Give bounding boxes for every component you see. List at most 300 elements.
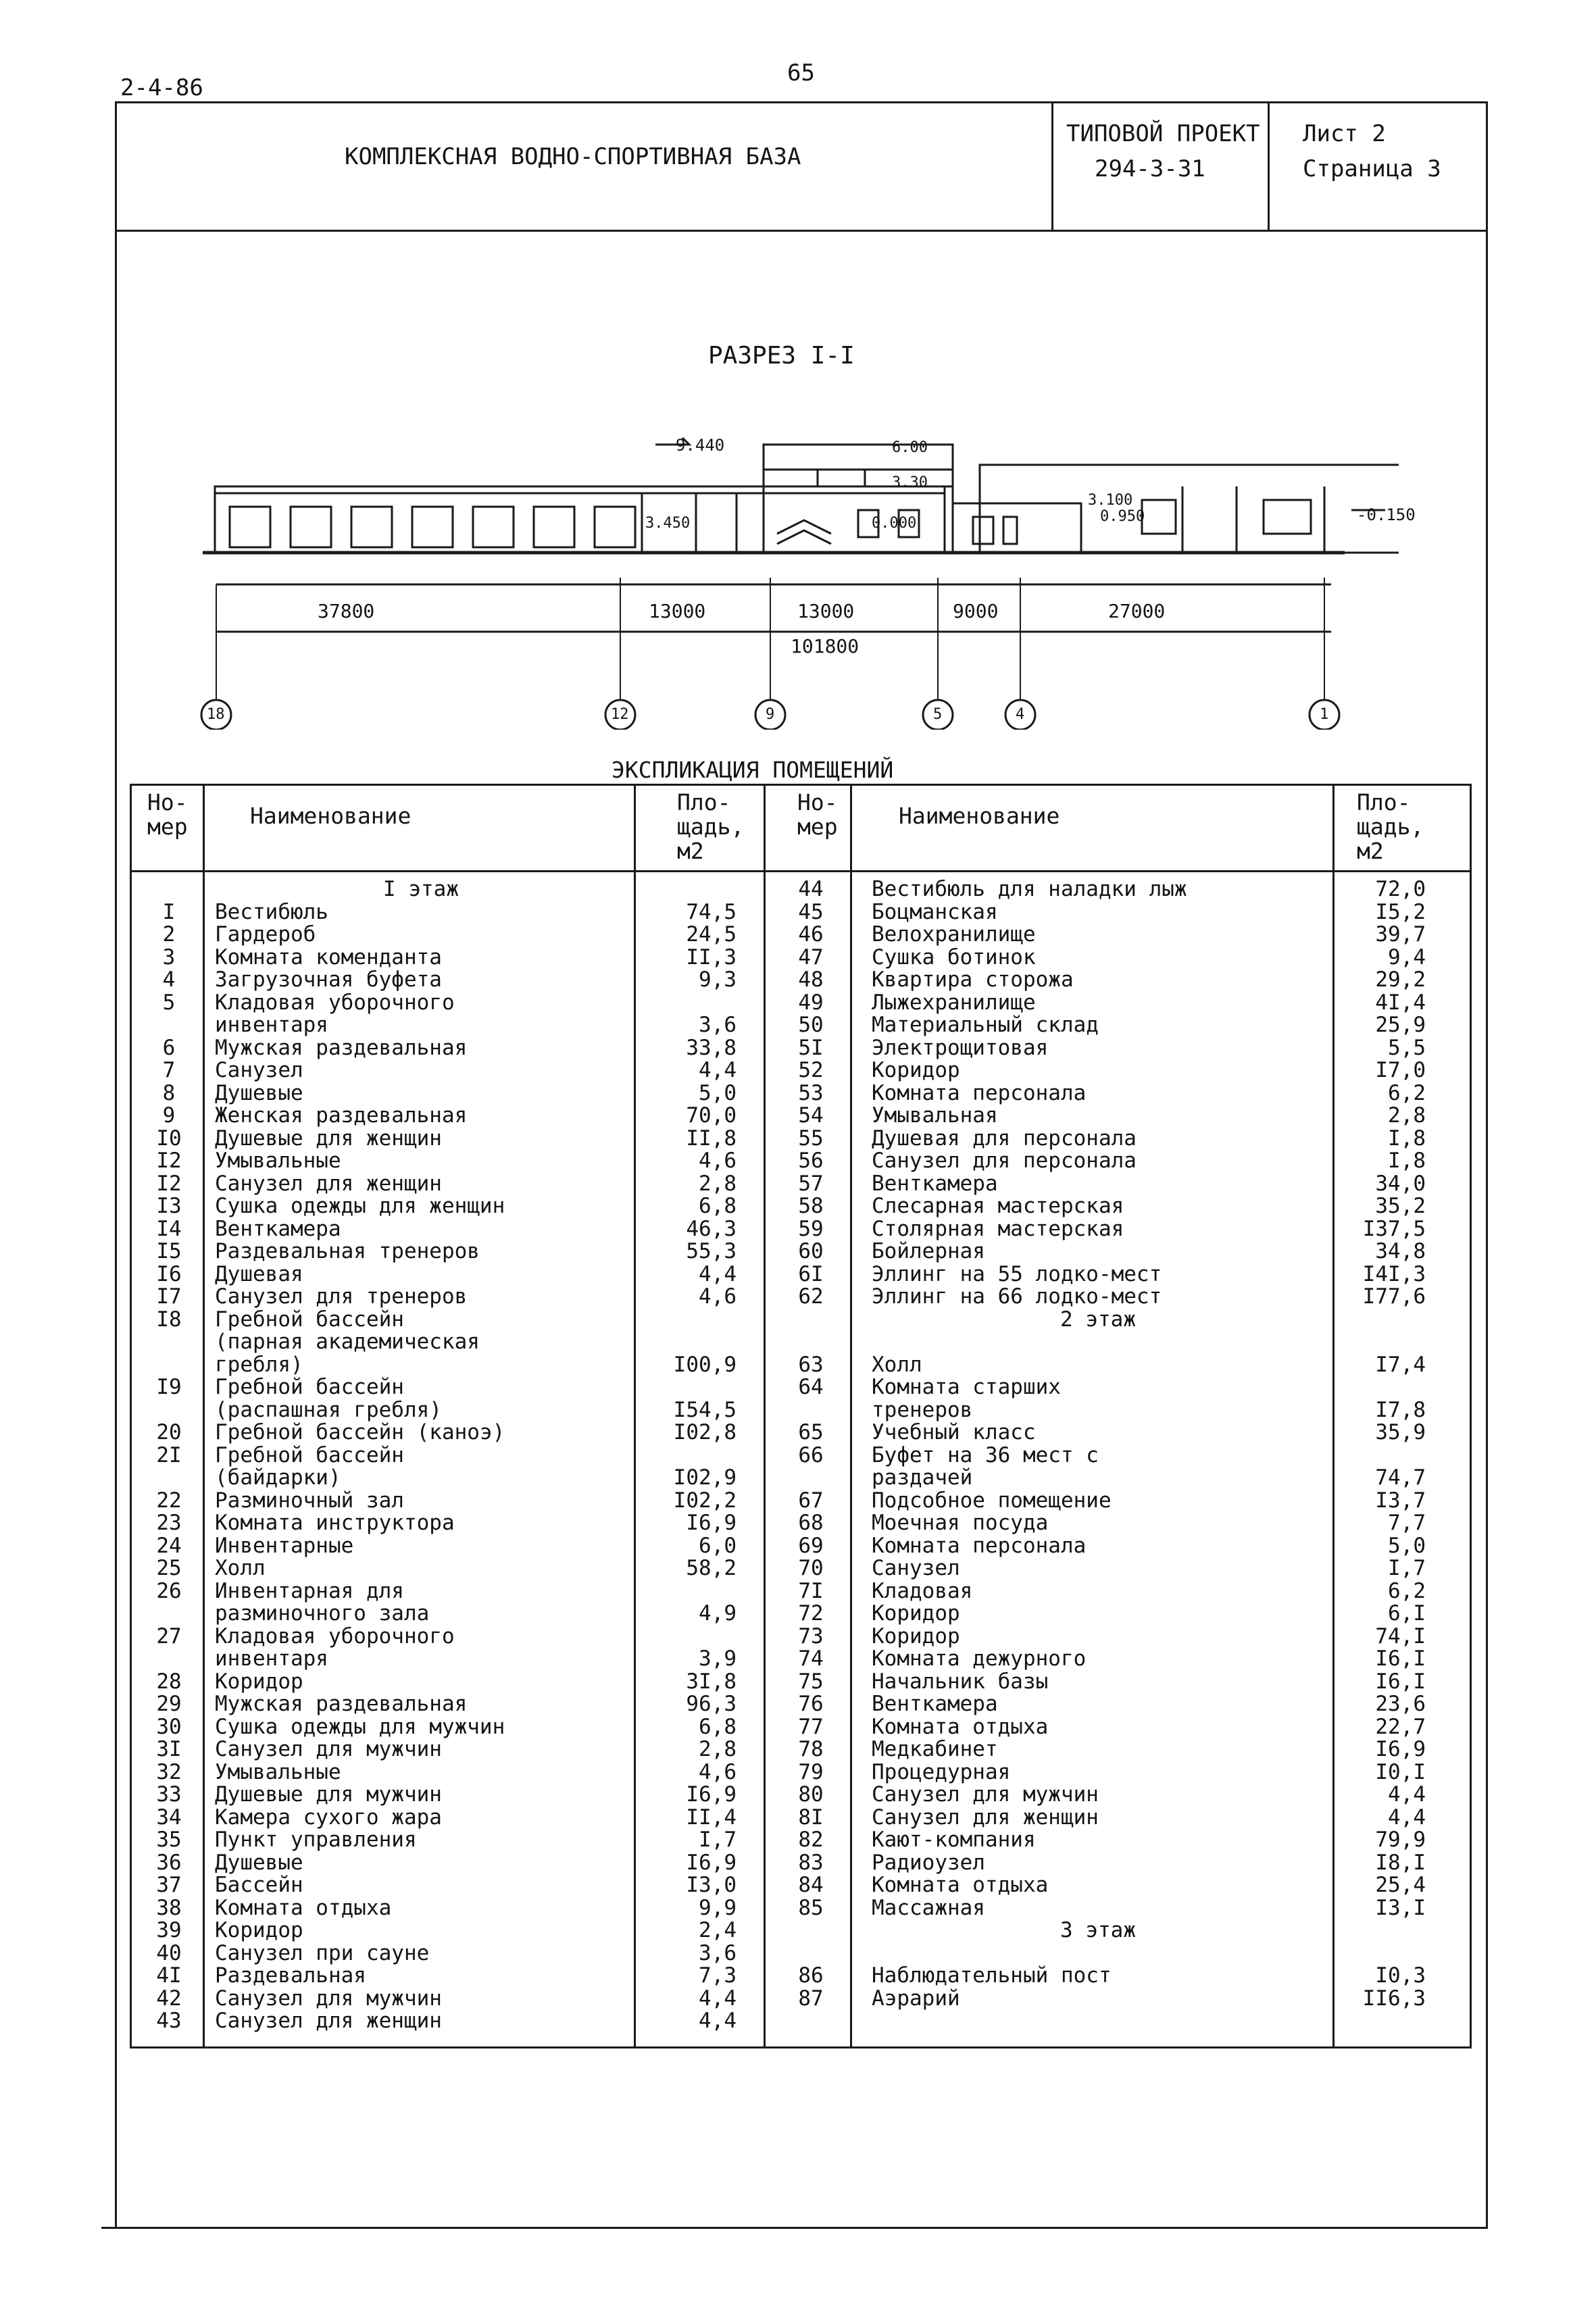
room-number: 2I: [156, 1442, 182, 1467]
room-number: 62: [798, 1284, 824, 1309]
room-number: 32: [156, 1759, 182, 1784]
level-center-floor: 0.000: [872, 515, 917, 532]
room-number: [142, 1603, 196, 1626]
room-number: 70: [798, 1556, 824, 1580]
section-title: РАЗРЕЗ I-I: [708, 342, 855, 370]
room-area: 4,6: [699, 1759, 737, 1784]
room-area: 3I,8: [686, 1669, 737, 1694]
room-number: 24: [156, 1533, 182, 1558]
room-area: 6,2: [1388, 1578, 1426, 1603]
room-name: Вестибюль для наладки лыж: [872, 877, 1187, 901]
room-number: I2: [156, 1149, 182, 1173]
room-area: 23,6: [1375, 1692, 1426, 1716]
room-area: 7,3: [699, 1963, 737, 1988]
room-area: [642, 1331, 737, 1354]
room-number: 57: [798, 1171, 824, 1196]
room-area: 3,9: [699, 1646, 737, 1671]
room-number: I4: [156, 1216, 182, 1241]
sheet-label: Лист 2: [1303, 120, 1386, 147]
room-area: II6,3: [1362, 1986, 1426, 2011]
room-name: Душевая для персонала: [872, 1126, 1137, 1151]
room-name: Комната старших: [872, 1375, 1061, 1399]
room-area: [642, 1626, 737, 1649]
room-area: II,8: [686, 1126, 737, 1151]
room-area: 4,4: [699, 2009, 737, 2033]
room-name: инвентаря: [215, 1646, 328, 1671]
table-title: ЭКСПЛИКАЦИЯ ПОМЕЩЕНИЙ: [612, 757, 894, 783]
dimension-5: 27000: [1108, 600, 1166, 622]
room-area: I,7: [699, 1828, 737, 1852]
room-number: 56: [798, 1149, 824, 1173]
room-name: Кладовая уборочного: [215, 1624, 455, 1649]
room-name: Санузел для тренеров: [215, 1284, 468, 1309]
room-number: I7: [156, 1284, 182, 1309]
room-area: 72,0: [1375, 877, 1426, 901]
room-area: I77,6: [1362, 1284, 1426, 1309]
col-num-header-right-line1: Но-: [797, 789, 838, 815]
room-area: 5,0: [1388, 1533, 1426, 1558]
room-name: Столярная мастерская: [872, 1216, 1124, 1241]
level-top: 9.440: [676, 436, 725, 455]
room-area: 3,6: [699, 1940, 737, 1965]
room-number: 84: [798, 1873, 824, 1897]
room-area: 4,6: [699, 1149, 737, 1173]
room-name: Кладовая: [872, 1578, 973, 1603]
room-area: 55,3: [686, 1239, 737, 1263]
room-area: I6,I: [1375, 1646, 1426, 1671]
room-number: [784, 1399, 838, 1422]
room-number: 4: [162, 967, 176, 992]
room-area: I5,2: [1375, 899, 1426, 924]
room-name: Санузел для женщин: [215, 2009, 442, 2033]
room-area: I02,9: [673, 1465, 737, 1490]
room-area: 22,7: [1375, 1714, 1426, 1739]
room-name: Санузел для женщин: [215, 1171, 442, 1196]
room-name: Подсобное помещение: [872, 1488, 1112, 1513]
room-name: Умывальная: [872, 1103, 998, 1128]
room-area: 4,4: [699, 1261, 737, 1286]
col-rule-1: [203, 784, 205, 2048]
room-name: Раздевальная: [215, 1963, 366, 1988]
dimension-4: 9000: [953, 600, 999, 622]
room-number: 86: [798, 1963, 824, 1988]
room-name: Эллинг на 55 лодко-мест: [872, 1261, 1162, 1286]
room-name: Начальник базы: [872, 1669, 1049, 1694]
room-number: [142, 1014, 196, 1037]
room-area: 74,5: [686, 899, 737, 924]
left-number-column: [142, 878, 196, 2033]
room-name: Кают-компания: [872, 1828, 1036, 1852]
room-name: (парная академическая: [215, 1330, 480, 1354]
room-number: 34: [156, 1805, 182, 1830]
room-name: Боцманская: [872, 899, 998, 924]
room-number: 60: [798, 1239, 824, 1263]
room-area: I0,3: [1375, 1963, 1426, 1988]
page-number: 65: [787, 59, 815, 86]
room-number: 54: [798, 1103, 824, 1128]
level-left-floor: 3.450: [645, 515, 691, 532]
room-number: 2: [162, 922, 176, 947]
col-num-header-line2: мер: [147, 813, 188, 840]
room-name: Учебный класс: [872, 1420, 1036, 1444]
room-area: [642, 1376, 737, 1399]
room-area: I6,I: [1375, 1669, 1426, 1694]
room-area: 24,5: [686, 922, 737, 947]
room-name: Пункт управления: [215, 1828, 417, 1852]
right-name-column: [872, 878, 1324, 2010]
room-name: Вестибюль: [215, 899, 328, 924]
room-area: I37,5: [1362, 1216, 1426, 1241]
room-number: [784, 1467, 838, 1490]
room-name: 3 этаж: [1060, 1918, 1136, 1942]
room-area: I0,I: [1375, 1759, 1426, 1784]
bottom-rule: [101, 2227, 1488, 2229]
room-name: Санузел: [215, 1058, 303, 1082]
room-area: 6,8: [699, 1714, 737, 1739]
room-name: тренеров: [872, 1397, 973, 1422]
room-name: инвентаря: [215, 1013, 328, 1037]
col-area-header-right-line3: м2: [1357, 838, 1384, 864]
room-area: [1338, 1331, 1426, 1354]
room-number: 6I: [798, 1261, 824, 1286]
room-name: Санузел для мужчин: [872, 1782, 1099, 1807]
room-number: 79: [798, 1759, 824, 1784]
room-area: I7,8: [1375, 1397, 1426, 1422]
room-number: 50: [798, 1013, 824, 1037]
room-area: [642, 1444, 737, 1467]
room-number: I9: [156, 1375, 182, 1399]
room-number: 38: [156, 1895, 182, 1920]
col-area-header-right-line1: Пло-: [1357, 789, 1411, 815]
room-area: 4,9: [699, 1601, 737, 1626]
room-name: Инвентарная для: [215, 1578, 404, 1603]
room-name: Холл: [872, 1352, 922, 1377]
room-number: 85: [798, 1895, 824, 1920]
room-name: Душевые: [215, 1850, 303, 1875]
room-number: 3I: [156, 1737, 182, 1761]
room-name: I этаж: [383, 877, 459, 901]
room-number: 72: [798, 1601, 824, 1626]
room-name: Сушка ботинок: [872, 945, 1036, 970]
room-name: Санузел для женщин: [872, 1805, 1099, 1830]
room-name: Венткамера: [215, 1216, 341, 1241]
room-area: [1338, 1309, 1426, 1332]
room-number: 47: [798, 945, 824, 970]
room-number: 6: [162, 1035, 176, 1060]
room-number: 35: [156, 1828, 182, 1852]
room-area: 4,4: [699, 1986, 737, 2011]
room-name: Слесарная мастерская: [872, 1194, 1124, 1218]
room-number: 63: [798, 1352, 824, 1377]
room-name: Венткамера: [872, 1171, 998, 1196]
room-number: 48: [798, 967, 824, 992]
room-number: 55: [798, 1126, 824, 1151]
room-name: Буфет на 36 мест с: [872, 1442, 1099, 1467]
room-number: [142, 878, 196, 901]
room-name: Гребной бассейн (каноэ): [215, 1420, 505, 1444]
room-area: I,7: [1388, 1556, 1426, 1580]
col-num-header-line1: Но-: [147, 789, 188, 815]
room-name: Женская раздевальная: [215, 1103, 468, 1128]
room-name: Мужская раздевальная: [215, 1692, 468, 1716]
room-area: [1338, 1376, 1426, 1399]
room-area: 39,7: [1375, 922, 1426, 947]
room-number: 80: [798, 1782, 824, 1807]
room-number: 52: [798, 1058, 824, 1082]
room-area: I6,9: [686, 1511, 737, 1535]
room-area: I6,9: [1375, 1737, 1426, 1761]
room-number: I6: [156, 1261, 182, 1286]
title-block-divider-2: [1268, 101, 1270, 231]
room-area: 70,0: [686, 1103, 737, 1128]
room-area: 6,0: [699, 1533, 737, 1558]
room-name: Коридор: [215, 1918, 303, 1942]
room-area: I02,2: [673, 1488, 737, 1513]
room-name: Комната персонала: [872, 1080, 1087, 1105]
room-name: Коридор: [215, 1669, 303, 1694]
room-name: Санузел для мужчин: [215, 1986, 442, 2011]
room-area: 74,7: [1375, 1465, 1426, 1490]
room-area: 9,3: [699, 967, 737, 992]
room-area: I6,9: [686, 1782, 737, 1807]
room-number: 59: [798, 1216, 824, 1241]
axis-18: 18: [207, 706, 225, 723]
room-area: 25,9: [1375, 1013, 1426, 1037]
axis-5: 5: [933, 706, 943, 723]
room-number: [142, 1467, 196, 1490]
room-area: 6,I: [1388, 1601, 1426, 1626]
level-right-low: 3.100: [1088, 492, 1133, 509]
title-block-bottom: [115, 230, 1488, 232]
room-number: [142, 1331, 196, 1354]
room-number: [142, 1648, 196, 1671]
room-area: I,8: [1388, 1149, 1426, 1173]
room-name: Инвентарные: [215, 1533, 354, 1558]
right-area-column: [1338, 878, 1426, 2010]
room-name: (распашная гребля): [215, 1397, 442, 1422]
right-number-column: [784, 878, 838, 2010]
room-area: I,8: [1388, 1126, 1426, 1151]
room-area: [1338, 1942, 1426, 1965]
room-area: 6,8: [699, 1194, 737, 1218]
room-name: Разминочный зал: [215, 1488, 404, 1513]
room-number: I3: [156, 1194, 182, 1218]
room-name: Комната коменданта: [215, 945, 442, 970]
room-area: I00,9: [673, 1352, 737, 1377]
col-area-header-line1: Пло-: [677, 789, 731, 815]
room-name: Наблюдательный пост: [872, 1963, 1112, 1988]
room-number: 45: [798, 899, 824, 924]
axis-4: 4: [1016, 706, 1025, 723]
col-rule-2: [634, 784, 636, 2048]
room-area: 35,9: [1375, 1420, 1426, 1444]
room-area: 3,6: [699, 1013, 737, 1037]
room-number: 5I: [798, 1035, 824, 1060]
room-number: 27: [156, 1624, 182, 1649]
room-name: Комната отдыха: [872, 1714, 1049, 1739]
room-area: 2,4: [699, 1918, 737, 1942]
room-name: (байдарки): [215, 1465, 341, 1490]
room-number: 69: [798, 1533, 824, 1558]
room-number: 68: [798, 1511, 824, 1535]
room-number: 82: [798, 1828, 824, 1852]
room-name: Гребной бассейн: [215, 1442, 404, 1467]
room-area: I4I,3: [1362, 1261, 1426, 1286]
room-area: 4,4: [1388, 1782, 1426, 1807]
room-area: 4,4: [1388, 1805, 1426, 1830]
room-name: Комната отдыха: [215, 1895, 392, 1920]
room-number: 42: [156, 1986, 182, 2011]
room-number: 44: [798, 877, 824, 901]
room-name: Коридор: [872, 1624, 960, 1649]
room-name: Санузел при сауне: [215, 1940, 430, 1965]
room-name: Комната отдыха: [872, 1873, 1049, 1897]
room-name: Радиоузел: [872, 1850, 985, 1875]
room-area: 34,0: [1375, 1171, 1426, 1196]
room-number: 73: [798, 1624, 824, 1649]
room-name: Сушка одежды для женщин: [215, 1194, 505, 1218]
room-name: Венткамера: [872, 1692, 998, 1716]
room-area: 2,8: [1388, 1103, 1426, 1128]
room-area: I7,4: [1375, 1352, 1426, 1377]
room-name: Холл: [215, 1556, 266, 1580]
room-name: Раздевальная тренеров: [215, 1239, 480, 1263]
room-area: [642, 1309, 737, 1332]
room-number: I8: [156, 1307, 182, 1332]
title-block-divider-1: [1051, 101, 1053, 231]
room-area: I3,7: [1375, 1488, 1426, 1513]
room-number: 40: [156, 1940, 182, 1965]
room-number: 28: [156, 1669, 182, 1694]
room-number: 5: [162, 990, 176, 1015]
left-area-column: [642, 878, 737, 2033]
table-header-rule: [130, 870, 1472, 872]
room-area: I54,5: [673, 1397, 737, 1422]
room-area: I8,I: [1375, 1850, 1426, 1875]
room-number: 22: [156, 1488, 182, 1513]
room-name: Коридор: [872, 1058, 960, 1082]
room-name: Санузел для персонала: [872, 1149, 1137, 1173]
room-number: 8I: [798, 1805, 824, 1830]
room-number: I0: [156, 1126, 182, 1151]
room-number: 65: [798, 1420, 824, 1444]
room-area: I7,0: [1375, 1058, 1426, 1082]
axis-1: 1: [1320, 706, 1329, 723]
room-area: I3,I: [1375, 1895, 1426, 1920]
room-number: 64: [798, 1375, 824, 1399]
room-name: Электрощитовая: [872, 1035, 1049, 1060]
room-name: Комната инструктора: [215, 1511, 455, 1535]
room-name: Душевая: [215, 1261, 303, 1286]
room-area: [642, 878, 737, 901]
room-number: 53: [798, 1080, 824, 1105]
room-number: [784, 1331, 838, 1354]
room-number: 8: [162, 1080, 176, 1105]
room-area: 74,I: [1375, 1624, 1426, 1649]
room-name: Умывальные: [215, 1759, 341, 1784]
room-area: [642, 1580, 737, 1603]
room-number: 20: [156, 1420, 182, 1444]
room-number: 4I: [156, 1963, 182, 1988]
doc-code: 2-4-86: [120, 74, 203, 101]
room-area: 79,9: [1375, 1828, 1426, 1852]
room-number: 58: [798, 1194, 824, 1218]
room-name: Санузел: [872, 1556, 960, 1580]
room-name: Умывальные: [215, 1149, 341, 1173]
room-name: Бассейн: [215, 1873, 303, 1897]
room-area: II,3: [686, 945, 737, 970]
room-number: 30: [156, 1714, 182, 1739]
room-number: [142, 1354, 196, 1377]
room-area: 46,3: [686, 1216, 737, 1241]
room-area: I6,9: [686, 1850, 737, 1875]
room-name: Бойлерная: [872, 1239, 985, 1263]
room-number: 46: [798, 922, 824, 947]
room-number: 25: [156, 1556, 182, 1580]
col-rule-4: [850, 784, 852, 2048]
project-label: ТИПОВОЙ ПРОЕКТ: [1066, 120, 1260, 147]
room-number: 78: [798, 1737, 824, 1761]
level-right-floor: 0.950: [1100, 508, 1145, 525]
room-name: Камера сухого жара: [215, 1805, 442, 1830]
room-name: Медкабинет: [872, 1737, 998, 1761]
room-name: Квартира сторожа: [872, 967, 1074, 992]
col-rule-3: [764, 784, 766, 2048]
room-number: [784, 1919, 838, 1942]
room-number: 43: [156, 2009, 182, 2033]
room-number: 87: [798, 1986, 824, 2011]
room-name: [872, 1331, 1324, 1354]
room-area: 58,2: [686, 1556, 737, 1580]
room-area: 25,4: [1375, 1873, 1426, 1897]
room-area: 96,3: [686, 1692, 737, 1716]
room-name: Гребной бассейн: [215, 1307, 404, 1332]
room-name: Гребной бассейн: [215, 1375, 404, 1399]
room-name: Мужская раздевальная: [215, 1035, 468, 1060]
room-number: I: [162, 899, 176, 924]
room-area: 33,8: [686, 1035, 737, 1060]
room-number: 66: [798, 1442, 824, 1467]
col-num-header-right-line2: мер: [797, 813, 838, 840]
section-drawing: [182, 432, 1399, 730]
room-number: 83: [798, 1850, 824, 1875]
room-number: 67: [798, 1488, 824, 1513]
room-name: Гардероб: [215, 922, 316, 947]
col-area-header-line2: щадь,: [677, 813, 745, 840]
room-number: 76: [798, 1692, 824, 1716]
level-ground: -0.150: [1357, 505, 1416, 524]
room-name: Душевые для мужчин: [215, 1782, 442, 1807]
room-number: 37: [156, 1873, 182, 1897]
col-name-header: Наименование: [250, 803, 412, 829]
room-number: 75: [798, 1669, 824, 1694]
room-area: 2,8: [699, 1171, 737, 1196]
room-name: Коридор: [872, 1601, 960, 1626]
level-mid-upper: 6.00: [892, 439, 928, 456]
room-name: 2 этаж: [1060, 1307, 1136, 1332]
room-area: 29,2: [1375, 967, 1426, 992]
room-name: Моечная посуда: [872, 1511, 1049, 1535]
room-number: [142, 1399, 196, 1422]
room-name: Велохранилище: [872, 922, 1036, 947]
room-name: Аэрарий: [872, 1986, 960, 2011]
room-name: Материальный склад: [872, 1013, 1099, 1037]
project-number: 294-3-31: [1095, 155, 1205, 182]
room-area: I3,0: [686, 1873, 737, 1897]
room-area: 5,0: [699, 1080, 737, 1105]
col-name-header-right: Наименование: [899, 803, 1060, 829]
room-name: гребля): [215, 1352, 303, 1377]
